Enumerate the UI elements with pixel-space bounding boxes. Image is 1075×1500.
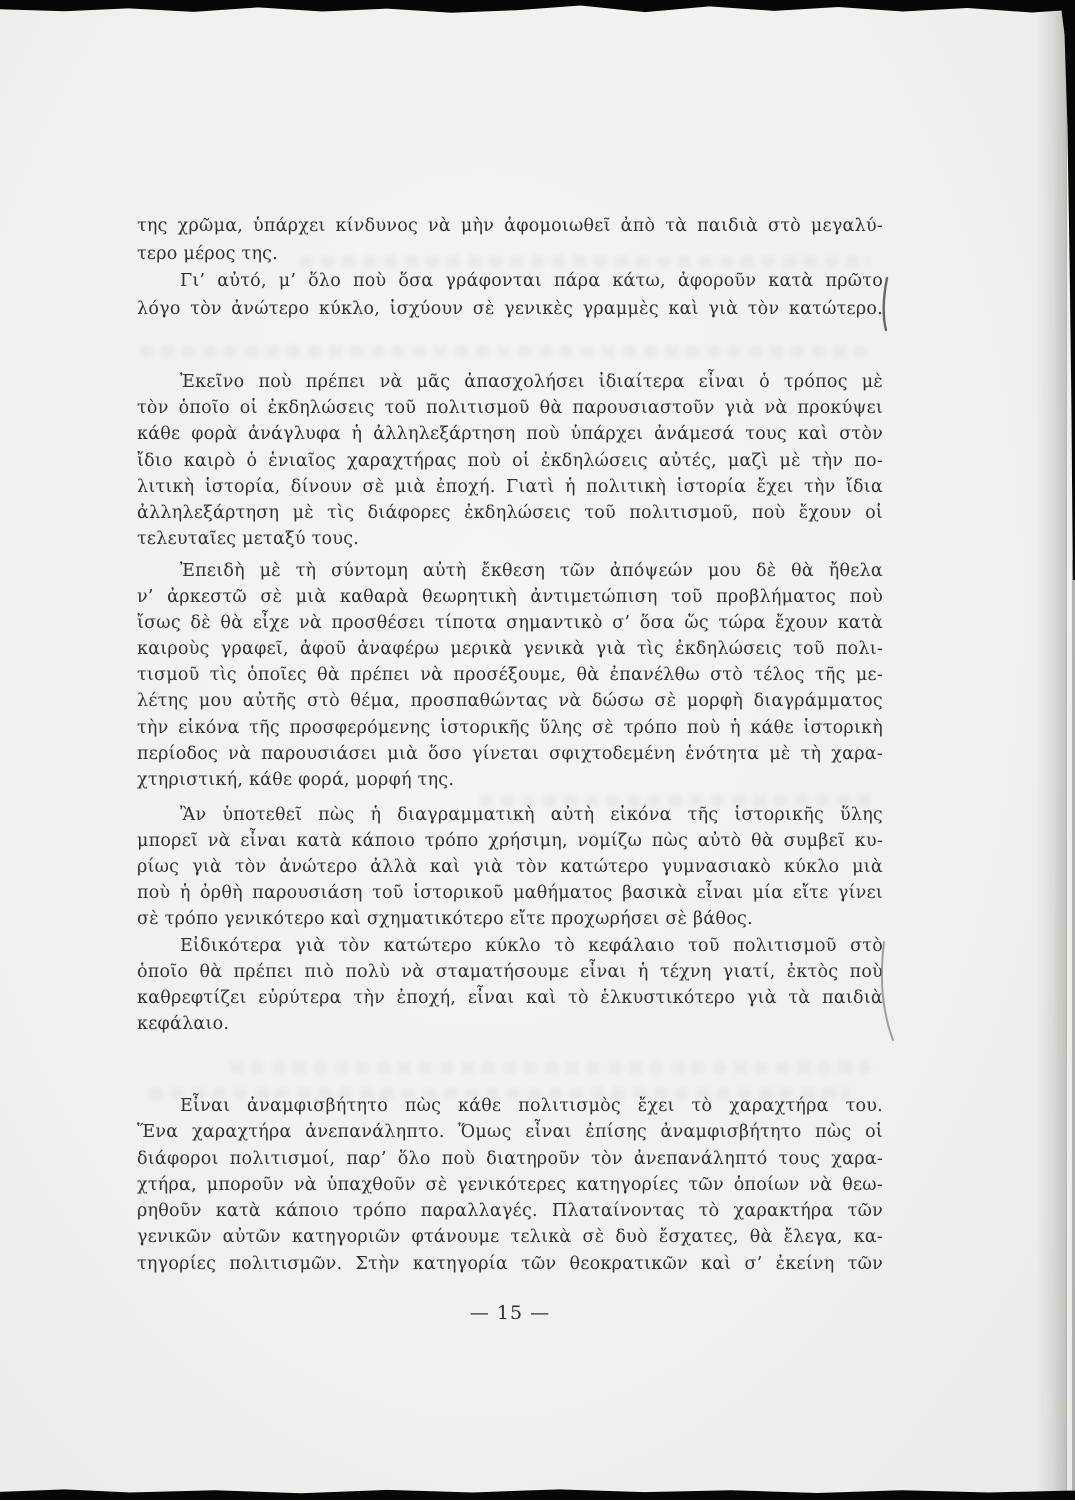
text-line: Ἐκεῖνο ποὺ πρέπει νὰ μᾶς ἀπασχολήσει ἰδιαίτερα εἶναι ὁ τρόπος μὲ <box>180 372 883 392</box>
text-line: τηγορίες πολιτισμῶν. Στὴν κατηγορία τῶν θεοκρατικῶν καὶ σ’ ἐκείνη τῶν <box>137 1253 883 1274</box>
text-line: ποὺ ἡ ὀρθὴ παρουσιάση τοῦ ἱστορικοῦ μαθήματος βασικὰ εἶναι μία εἴτε γίνει <box>137 883 883 904</box>
text-line: Εἶναι ἀναμφισβήτητο πὼς κάθε πολιτισμὸς ἔχει τὸ χαραχτήρα του. <box>180 1096 883 1116</box>
bleed-through-ghost <box>230 1062 870 1073</box>
text-line: τισμοῦ τὶς ὁποῖες θὰ πρέπει νὰ προσέξουμε, θὰ ἐπανέλθω στὸ τέλος τῆς με- <box>137 665 883 686</box>
page-number: — 15 — <box>469 1302 551 1324</box>
text-line: Ἕνα χαραχτήρα ἀνεπανάληπτο. Ὅμως εἶναι ἐπίσης ἀναμφισβήτητο πὼς οἱ <box>137 1122 883 1143</box>
text-line: χτηριστική, κάθε φορά, μορφή της. <box>137 769 455 790</box>
text-line: καιροὺς γραφεῖ, ἀφοῦ ἀναφέρω μερικὰ γενικὰ γιὰ τὶς ἐκδηλώσεις τοῦ πολι- <box>137 639 883 660</box>
paragraph-3 <box>137 369 883 552</box>
text-line: ρίως γιὰ τὸν ἀνώτερο ἀλλὰ καὶ γιὰ τὸν κατώτερο γυμνασιακὸ κύκλο μιὰ <box>137 857 883 878</box>
text-line: γενικῶν αὐτῶν κατηγοριῶν φτάνουμε τελικὰ σὲ δυὸ ἔσχατες, θὰ ἔλεγα, κα- <box>137 1227 883 1248</box>
paragraph-4 <box>137 558 883 793</box>
text-line: ὁποῖο θὰ πρέπει πιὸ πολὺ νὰ σταματήσουμε εἶναι ἡ τέχνη γιατί, ἐκτὸς ποὺ <box>137 962 883 983</box>
scan-border-top <box>0 0 1075 16</box>
text-line: λιτικὴ ἱστορία, δίνουν σὲ μιὰ ἐποχή. Γιατὶ ἡ πολιτικὴ ἱστορία ἔχει τὴν ἴδια <box>137 476 883 497</box>
text-line: Ἂν ὑποτεθεῖ πὼς ἡ διαγραμματικὴ αὐτὴ εἰκόνα τῆς ἱστορικῆς ὕλης <box>180 805 883 825</box>
text-line: διάφοροι πολιτισμοί, παρ’ ὅλο ποὺ διατηροῦν τὸν ἀνεπανάληπτό τους χαρα- <box>137 1148 883 1169</box>
text-line: σὲ τρόπο γενικότερο καὶ σχηματικότερο εἴτε προχωρήσει σὲ βάθος. <box>137 909 753 930</box>
text-line: λόγο τὸν ἀνώτερο κύκλο, ἰσχύουν σὲ γενικὲς γραμμὲς καὶ γιὰ τὸν κατώτερο. <box>137 298 883 319</box>
text-line: χτήρα, μποροῦν νὰ ὑπαχθοῦν σὲ γενικότερες κατηγορίες τῶν ὁποίων νὰ θεω- <box>137 1174 883 1195</box>
bleed-through-ghost <box>140 346 870 357</box>
text-line: ρηθοῦν κατὰ κάποιο τρόπο παραλλαγές. Πλαταίνοντας τὸ χαρακτήρα τῶν <box>137 1201 883 1222</box>
text-line: καθρεφτίζει εὐρύτερα τὴν ἐποχή, εἶναι καὶ τὸ ἑλκυστικότερο γιὰ τὰ παιδιὰ <box>137 988 883 1009</box>
paragraph-6 <box>137 933 883 1037</box>
margin-pen-stroke <box>884 278 887 330</box>
paragraph-7-new-section <box>137 1093 883 1277</box>
book-page-edge <box>1036 10 1067 1492</box>
text-line: περίοδος νὰ παρουσιάσει μιὰ ὅσο γίνεται σφιχτοδεμένη ἑνότητα μὲ τὴ χαρα- <box>137 743 883 764</box>
text-line: ν’ ἀρκεστῶ σὲ μιὰ καθαρὰ θεωρητικὴ ἀντιμετώπιση τοῦ προβλήματος ποὺ <box>137 587 883 608</box>
margin-pen-stroke <box>882 942 893 1040</box>
text-line: κεφάλαιο. <box>137 1014 230 1035</box>
text-line: μπορεῖ νὰ εἶναι κατὰ κάποιο τρόπο χρήσιμη, νομίζω πὼς αὐτὸ θὰ συμβεῖ κυ- <box>137 831 883 852</box>
text-line: τὴν εἰκόνα τῆς προσφερόμενης ἱστορικῆς ὕλης σὲ τρόπο ποὺ ἡ κάθε ἱστορικὴ <box>137 717 883 738</box>
text-line: κάθε φορὰ ἀνάγλυφα ἡ ἀλληλεξάρτηση ποὺ ὑπάρχει ἀνάμεσά τους καὶ στὸν <box>137 424 883 445</box>
text-line: τερο μέρος της. <box>137 243 279 264</box>
scan-border-bottom <box>0 1486 1075 1500</box>
text-line: τελευταῖες μεταξύ τους. <box>137 529 360 550</box>
paragraph-1-and-2 <box>137 213 883 323</box>
text-line: τὸν ὁποῖο οἱ ἐκδηλώσεις τοῦ πολιτισμοῦ θὰ παρουσιαστοῦν γιὰ νὰ προκύψει <box>137 398 883 419</box>
text-line: ἴδιο καιρὸ ὁ ἑνιαῖος χαραχτήρας ποὺ οἱ ἐκδηλώσεις αὐτές, μαζὶ μὲ τὴν πο- <box>137 450 883 471</box>
paragraph-5 <box>137 802 883 932</box>
text-line: ἀλληλεξάρτηση μὲ τὶς διάφορες ἐκδηλώσεις τοῦ πολιτισμοῦ, ποὺ ἔχουν οἱ <box>137 503 883 524</box>
text-line: Ἐπειδὴ μὲ τὴ σύντομη αὐτὴ ἔκθεση τῶν ἀπόψεών μου δὲ θὰ ἤθελα <box>180 561 883 581</box>
text-line: της χρῶμα, ὑπάρχει κίνδυνος νὰ μὴν ἀφομοιωθεῖ ἀπὸ τὰ παιδιὰ στὸ μεγαλύ- <box>137 216 883 236</box>
text-line: ἴσως δὲ θὰ εἶχε νὰ προσθέσει τίποτα σημαντικὸ σ’ ὅσα ὥς τώρα ἔχουν κατὰ <box>137 613 883 634</box>
text-line: Γι’ αὐτό, μ’ ὅλο ποὺ ὅσα γράφονται πάρα κάτω, ἀφοροῦν κατὰ πρῶτο <box>180 271 883 291</box>
text-line: Εἰδικότερα γιὰ τὸν κατώτερο κύκλο τὸ κεφάλαιο τοῦ πολιτισμοῦ στὸ <box>180 936 883 956</box>
text-line: λέτης μου αὐτῆς στὸ θέμα, προσπαθώντας νὰ δώσω σὲ μορφὴ διαγράμματος <box>137 691 883 712</box>
